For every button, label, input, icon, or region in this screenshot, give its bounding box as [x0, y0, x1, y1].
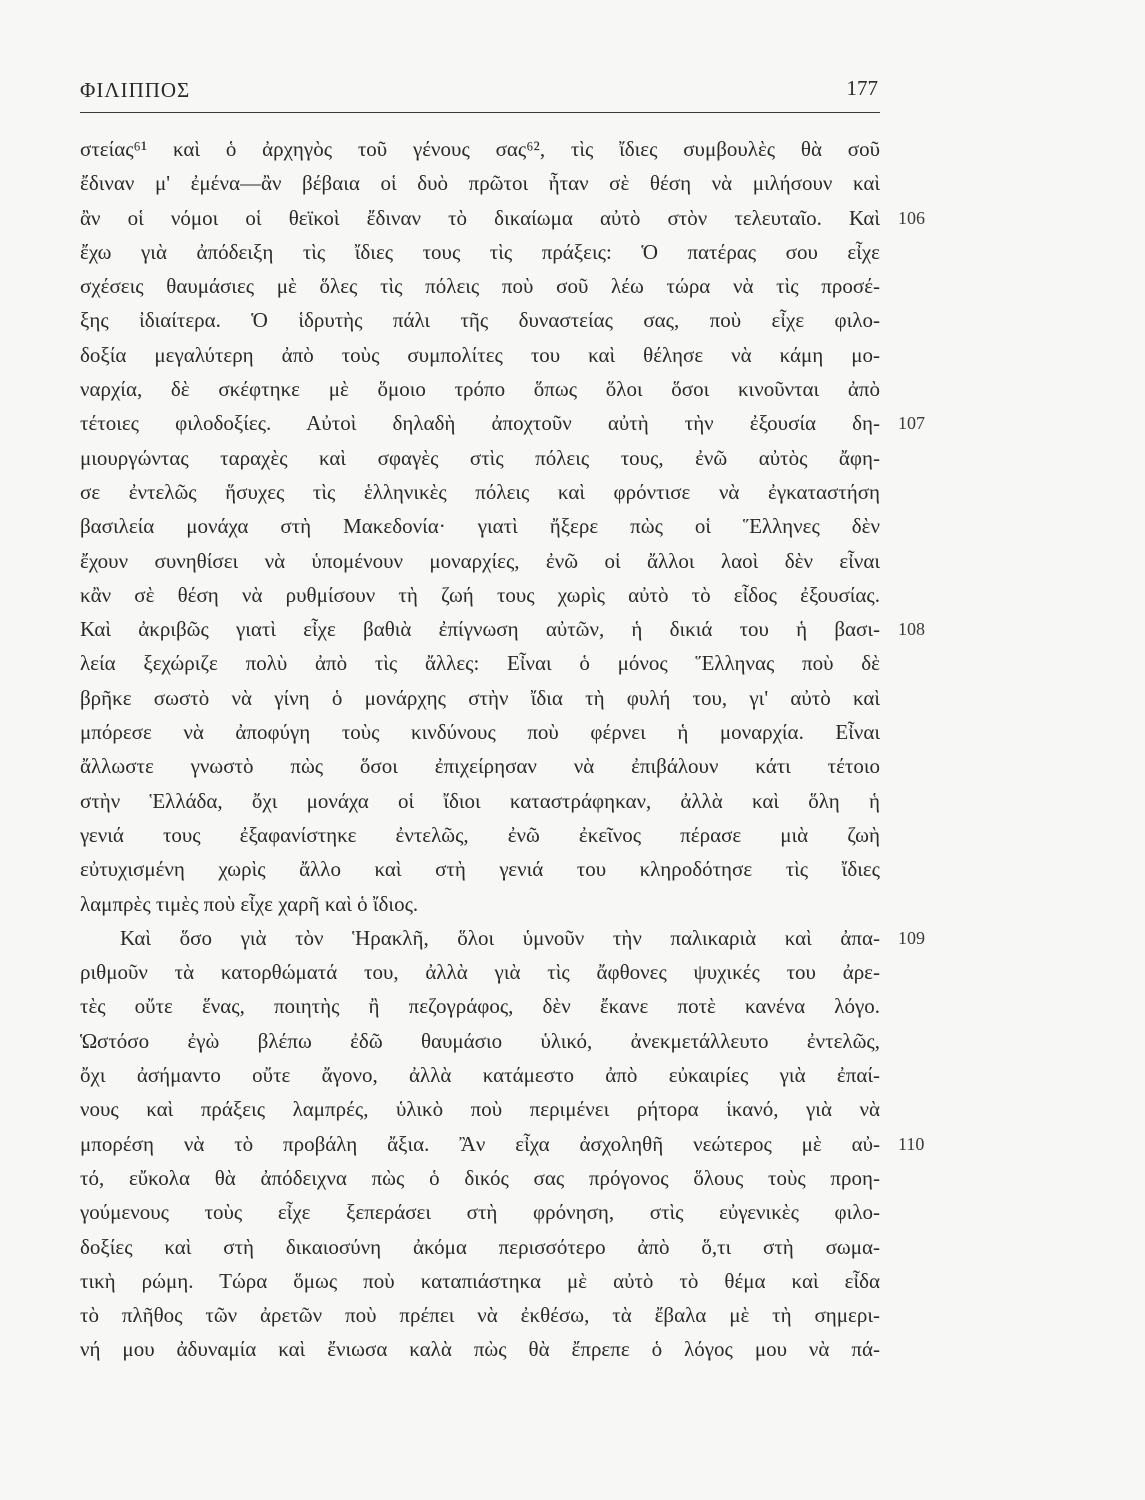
- text-line: [80, 749, 890, 783]
- running-title: ΦΙΛΙΠΠΟΣ: [80, 78, 191, 102]
- text-line: [80, 201, 925, 235]
- line-text: εὐτυχισμένη χωρὶς ἄλλο καὶ στὴ γενιά του κληροδότησε τὶς ἴδιες: [80, 857, 880, 882]
- line-text: ξης ἰδιαίτερα. Ὁ ἱδρυτὴς πάλι τῆς δυναστείας σας, ποὺ εἶχε φιλο-: [80, 308, 880, 333]
- text-line: [80, 646, 890, 680]
- line-text: σχέσεις θαυμάσιες μὲ ὅλες τὶς πόλεις ποὺ σοῦ λέω τώρα νὰ τὶς προσέ-: [80, 274, 880, 299]
- text-line: [80, 612, 925, 646]
- line-text: ὄχι ἀσήμαντο οὔτε ἄγονο, ἀλλὰ κατάμεστο ἀπὸ εὐκαιρίες γιὰ ἐπαί-: [80, 1063, 880, 1088]
- text-line: [80, 784, 890, 818]
- line-text: τό, εὔκολα θὰ ἀπόδειχνα πὼς ὁ δικός σας πρόγονος ὅλους τοὺς προη-: [80, 1165, 880, 1190]
- line-text: ἄλλωστε γνωστὸ πὼς ὅσοι ἐπιχείρησαν νὰ ἐπιβάλουν κάτι τέτοιο: [80, 754, 880, 779]
- text-line: [80, 681, 890, 715]
- marginal-section-number: 108: [898, 619, 925, 640]
- marginal-section-number: 106: [898, 207, 925, 228]
- page-number: 177: [846, 76, 878, 100]
- line-text: βρῆκε σωστὸ νὰ γίνη ὁ μονάρχης στὴν ἴδια τὴ φυλή του, γι' αὐτὸ καὶ: [80, 685, 880, 710]
- text-line: [80, 441, 890, 475]
- line-text: τικὴ ρώμη. Τώρα ὅμως ποὺ καταπιάστηκα μὲ αὐτὸ τὸ θέμα καὶ εἶδα: [80, 1268, 880, 1293]
- text-line: [80, 1230, 890, 1264]
- running-head: [80, 76, 880, 112]
- line-text: βασιλεία μονάχα στὴ Μακεδονία· γιατὶ ἤξερε πὼς οἱ Ἕλληνες δὲν: [80, 514, 880, 539]
- text-line: [80, 132, 890, 166]
- line-text: δοξία μεγαλύτερη ἀπὸ τοὺς συμπολίτες του καὶ θέλησε νὰ κάμη μο-: [80, 342, 880, 367]
- marginal-section-number: 109: [898, 927, 925, 948]
- line-text: ἂν οἱ νόμοι οἱ θεϊκοὶ ἔδιναν τὸ δικαίωμα αὐτὸ στὸν τελευταῖο. Καὶ: [80, 205, 880, 230]
- line-text: νή μου ἀδυναμία καὶ ἔνιωσα καλὰ πὼς θὰ ἔπρεπε ὁ λόγος μου νὰ πά-: [80, 1337, 880, 1362]
- text-line: [80, 955, 890, 989]
- text-line: [80, 989, 890, 1023]
- text-line: [80, 269, 890, 303]
- text-line: [80, 235, 890, 269]
- line-text: ναρχία, δὲ σκέφτηκε μὲ ὅμοιο τρόπο ὅπως ὅλοι ὅσοι κινοῦνται ἀπὸ: [80, 377, 880, 402]
- line-text: Καὶ ἀκριβῶς γιατὶ εἶχε βαθιὰ ἐπίγνωση αὐτῶν, ἡ δικιά του ἡ βασι-: [80, 617, 880, 642]
- text-line: [80, 1264, 890, 1298]
- text-line: [80, 338, 890, 372]
- line-text: Καὶ ὅσο γιὰ τὸν Ἡρακλῆ, ὅλοι ὑμνοῦν τὴν παλικαριὰ καὶ ἀπα-: [120, 925, 880, 950]
- text-line: [80, 1127, 925, 1161]
- text-line: [80, 1024, 890, 1058]
- text-line: [80, 1195, 890, 1229]
- text-line: [80, 818, 890, 852]
- line-text: ἔχουν συνηθίσει νὰ ὑπομένουν μοναρχίες, ἐνῶ οἱ ἄλλοι λαοὶ δὲν εἶναι: [80, 548, 880, 573]
- marginal-section-number: 107: [898, 413, 925, 434]
- line-text: λαμπρὲς τιμὲς ποὺ εἶχε χαρῆ καὶ ὁ ἴδιος.: [80, 891, 419, 916]
- line-text: τὲς οὔτε ἕνας, ποιητὴς ἢ πεζογράφος, δὲν ἔκανε ποτὲ κανένα λόγο.: [80, 994, 880, 1019]
- line-text: τέτοιες φιλοδοξίες. Αὐτοὶ δηλαδὴ ἀποχτοῦν αὐτὴ τὴν ἐξουσία δη-: [80, 411, 880, 436]
- line-text: γούμενους τοὺς εἶχε ξεπεράσει στὴ φρόνηση, στὶς εὐγενικὲς φιλο-: [80, 1200, 880, 1225]
- line-text: δοξίες καὶ στὴ δικαιοσύνη ἀκόμα περισσότερο ἀπὸ ὅ,τι στὴ σωμα-: [80, 1234, 880, 1259]
- text-line: [80, 509, 890, 543]
- line-text: στὴν Ἑλλάδα, ὄχι μονάχα οἱ ἴδιοι καταστράφηκαν, ἀλλὰ καὶ ὅλη ἡ: [80, 788, 880, 813]
- body-text: [80, 132, 925, 1367]
- text-line: [80, 1058, 890, 1092]
- text-line: [80, 303, 890, 337]
- text-line: [80, 1092, 890, 1126]
- text-line: [80, 1161, 890, 1195]
- text-line: [80, 887, 890, 921]
- line-text: τὸ πλῆθος τῶν ἀρετῶν ποὺ πρέπει νὰ ἐκθέσω, τὰ ἔβαλα μὲ τὴ σημερι-: [80, 1303, 880, 1328]
- text-line: [80, 372, 890, 406]
- line-text: κἂν σὲ θέση νὰ ρυθμίσουν τὴ ζωή τους χωρὶς αὐτὸ τὸ εἶδος ἐξουσίας.: [80, 582, 880, 607]
- marginal-section-number: 110: [898, 1133, 925, 1154]
- line-text: σε ἐντελῶς ἥσυχες τὶς ἑλληνικὲς πόλεις καὶ φρόντισε νὰ ἐγκαταστήση: [80, 479, 880, 504]
- line-text: νους καὶ πράξεις λαμπρές, ὑλικὸ ποὺ περιμένει ρήτορα ἱκανό, γιὰ νὰ: [80, 1097, 880, 1122]
- text-line: [80, 715, 890, 749]
- line-text: στείας⁶¹ καὶ ὁ ἀρχηγὸς τοῦ γένους σας⁶², τὶς ἴδιες συμβουλὲς θὰ σοῦ: [80, 137, 880, 161]
- line-text: γενιά τους ἐξαφανίστηκε ἐντελῶς, ἐνῶ ἐκεῖνος πέρασε μιὰ ζωὴ: [80, 822, 880, 847]
- text-line: [80, 475, 890, 509]
- text-line: [80, 1332, 890, 1366]
- line-text: μπορέση νὰ τὸ προβάλη ἄξια. Ἂν εἶχα ἀσχοληθῆ νεώτερος μὲ αὐ-: [80, 1131, 880, 1156]
- text-line: [80, 1298, 890, 1332]
- header-rule: [80, 112, 880, 113]
- line-text: λεία ξεχώριζε πολὺ ἀπὸ τὶς ἄλλες: Εἶναι ὁ μόνος Ἕλληνας ποὺ δὲ: [80, 651, 880, 676]
- text-line: [80, 406, 925, 440]
- line-text: μπόρεσε νὰ ἀποφύγη τοὺς κινδύνους ποὺ φέρνει ἡ μοναρχία. Εἶναι: [80, 720, 880, 745]
- text-line: [80, 921, 925, 955]
- text-line: [80, 852, 890, 886]
- text-line: [80, 578, 890, 612]
- text-line: [80, 544, 890, 578]
- line-text: ἔδιναν μ' ἐμένα—ἂν βέβαια οἱ δυὸ πρῶτοι ἦταν σὲ θέση νὰ μιλήσουν καὶ: [80, 171, 880, 196]
- line-text: Ὡστόσο ἐγὼ βλέπω ἐδῶ θαυμάσιο ὑλικό, ἀνεκμετάλλευτο ἐντελῶς,: [80, 1028, 880, 1053]
- text-line: [80, 166, 890, 200]
- line-text: ἔχω γιὰ ἀπόδειξη τὶς ἴδιες τους τὶς πράξεις: Ὁ πατέρας σου εἶχε: [80, 239, 880, 264]
- line-text: μιουργώντας ταραχὲς καὶ σφαγὲς στὶς πόλεις τους, ἐνῶ αὐτὸς ἄφη-: [80, 445, 880, 470]
- line-text: ριθμοῦν τὰ κατορθώματά του, ἀλλὰ γιὰ τὶς ἄφθονες ψυχικές του ἀρε-: [80, 960, 880, 985]
